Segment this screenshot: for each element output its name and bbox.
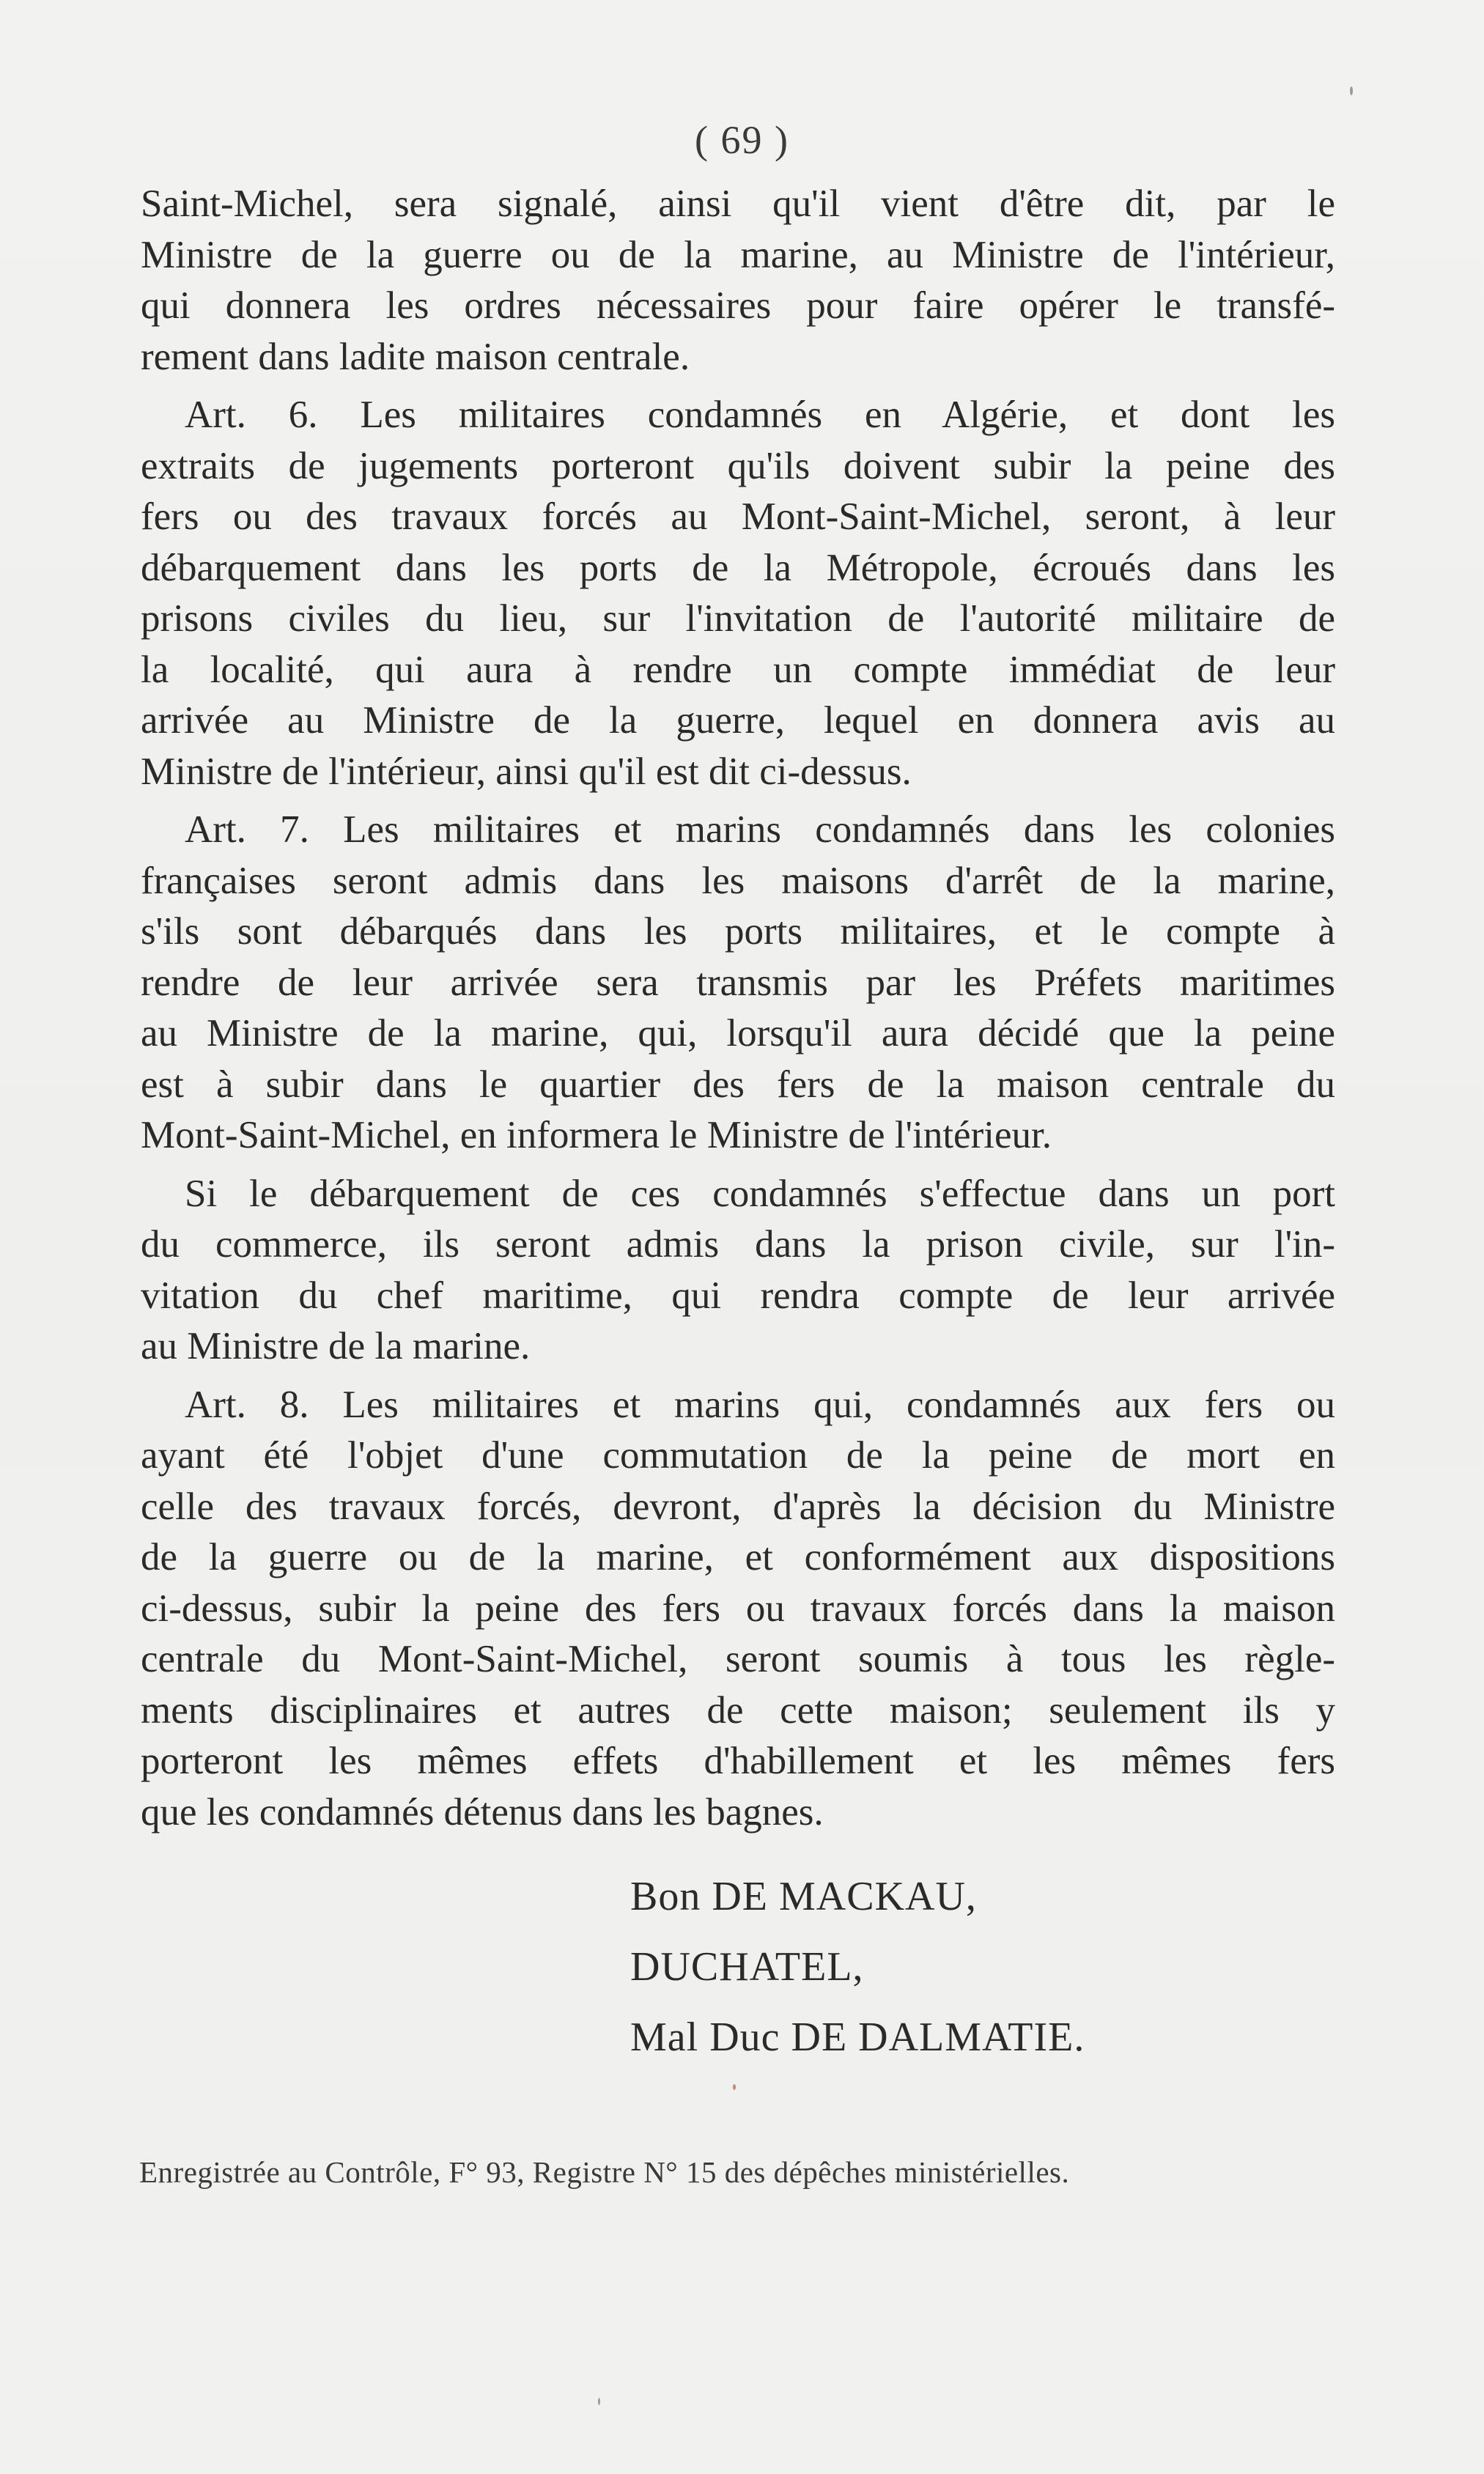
text-line: rendre de leur arrivée sera transmis par les Préfets maritimes xyxy=(141,961,1335,1004)
text-line: Saint-Michel, sera signalé, ainsi qu'il vient d'être dit, par le xyxy=(141,182,1335,225)
text-line: arrivée au Ministre de la guerre, lequel en donnera avis au xyxy=(141,699,1335,742)
text-line: Art. 8. Les militaires et marins qui, condamnés aux fers ou xyxy=(185,1383,1335,1426)
text-line: vitation du chef maritime, qui rendra compte de leur arrivée xyxy=(141,1274,1335,1317)
text-line: ayant été l'objet d'une commutation de la peine de mort en xyxy=(141,1434,1335,1477)
text-line: fers ou des travaux forcés au Mont-Saint-Michel, seront, à leur xyxy=(141,495,1335,538)
text-line: est à subir dans le quartier des fers de la maison centrale du xyxy=(141,1063,1335,1106)
text-line: que les condamnés détenus dans les bagnes. xyxy=(141,1790,824,1834)
text-line: extraits de jugements porteront qu'ils doivent subir la peine des xyxy=(141,444,1335,487)
text-line: Art. 6. Les militaires condamnés en Algérie, et dont les xyxy=(185,394,1335,436)
paper-speck xyxy=(1350,86,1353,95)
text-line: qui donnera les ordres nécessaires pour faire opérer le transfé- xyxy=(141,284,1335,327)
registration-note: Enregistrée au Contrôle, F° 93, Registre N° 15 des dépêches ministérielles. xyxy=(139,2155,1070,2189)
body-text xyxy=(141,179,1335,1838)
text-line: celle des travaux forcés, devront, d'après la décision du Ministre xyxy=(141,1485,1335,1528)
paper-speck xyxy=(733,2084,736,2090)
text-line: s'ils sont débarqués dans les ports militaires, et le compte à xyxy=(141,910,1335,953)
text-line: de la guerre ou de la marine, et conformément aux dispositions xyxy=(141,1536,1335,1578)
signature-block xyxy=(630,1861,1085,2072)
signature-duchatel: DUCHATEL, xyxy=(630,1944,864,1990)
paragraph-commerce-port xyxy=(141,1169,1335,1373)
text-line: Art. 7. Les militaires et marins condamnés dans les colonies xyxy=(185,808,1335,851)
text-line: Ministre de l'intérieur, ainsi qu'il est dit ci-dessus. xyxy=(141,750,912,793)
text-line: la localité, qui aura à rendre un compte immédiat de leur xyxy=(141,648,1335,691)
text-line: au Ministre de la marine, qui, lorsqu'il aura décidé que la peine xyxy=(141,1012,1335,1055)
text-line: ci-dessus, subir la peine des fers ou travaux forcés dans la maison xyxy=(141,1587,1335,1630)
signature-dalmatie: Mal Duc DE DALMATIE. xyxy=(630,2015,1085,2060)
text-line: prisons civiles du lieu, sur l'invitation de l'autorité militaire de xyxy=(141,597,1335,640)
text-line: au Ministre de la marine. xyxy=(141,1325,531,1367)
paragraph-article-8 xyxy=(141,1380,1335,1839)
paragraph-continuation xyxy=(141,179,1335,383)
text-line: porteront les mêmes effets d'habillement et les mêmes fers xyxy=(141,1740,1335,1782)
text-line: Si le débarquement de ces condamnés s'effectue dans un port xyxy=(185,1172,1335,1215)
signature-mackau: Bon DE MACKAU, xyxy=(630,1874,977,1919)
text-line: françaises seront admis dans les maisons d'arrêt de la marine, xyxy=(141,859,1335,902)
paper-speck xyxy=(598,2398,600,2405)
text-line: du commerce, ils seront admis dans la prison civile, sur l'in- xyxy=(141,1223,1335,1266)
text-line: rement dans ladite maison centrale. xyxy=(141,335,690,378)
text-line: ments disciplinaires et autres de cette maison; seulement ils y xyxy=(141,1688,1335,1732)
text-line: Ministre de la guerre ou de la marine, au Ministre de l'intérieur, xyxy=(141,233,1335,276)
page-number: ( 69 ) xyxy=(695,118,789,162)
text-line: Mont-Saint-Michel, en informera le Ministre de l'intérieur. xyxy=(141,1114,1052,1156)
paragraph-article-6 xyxy=(141,390,1335,797)
text-line: débarquement dans les ports de la Métropole, écroués dans les xyxy=(141,546,1335,589)
paragraph-article-7 xyxy=(141,805,1335,1162)
text-line: centrale du Mont-Saint-Michel, seront soumis à tous les règle- xyxy=(141,1638,1335,1680)
